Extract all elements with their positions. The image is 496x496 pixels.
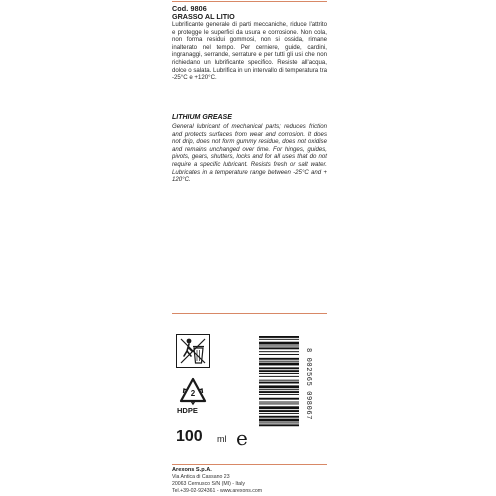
barcode-bar	[259, 394, 299, 395]
barcode-bar	[259, 382, 299, 384]
product-code: Cod. 9806	[172, 4, 207, 13]
waste-bin-icon	[176, 334, 210, 368]
company-contact: Tel.+39-02-924361 - www.arexons.com	[172, 488, 263, 494]
barcode-bar	[259, 367, 299, 369]
barcode-bar	[259, 361, 299, 362]
barcode-bar	[259, 410, 299, 412]
barcode-bar	[259, 342, 299, 345]
barcode-bar	[259, 419, 299, 422]
barcode-bar	[259, 422, 299, 423]
english-description: General lubricant of mechanical parts; reduces friction and protects surfaces from wear and corrosion. It does not drip, does not form gummy residue, does not oxidise and remains unchanged over time. For hinges, guides, pivots, gears, shutters, locks and for all uses that do not require a specific lubricant. Resists fresh or salt water. Lubricates in a temperature range between -25°C and + 120°C.	[172, 123, 327, 184]
italian-description: Lubrificante generale di parti meccaniche, riduce l'attrito e protegge le superfici da usura e corrosione. Non cola, non forma residui gommosi, non si ossida, rimane inalterato nel tempo. Per cerniere, guide, cardini, ingranaggi, serrande, serrature e per tutti gli usi che non richiedano un lubrificante specifico. Resiste all'acqua, dolce o salata. Lubrifica in un intervallo di temperatura tra -25°C e +120°C.	[172, 21, 327, 82]
barcode-bar	[259, 376, 299, 377]
bottom-rule	[172, 464, 327, 465]
barcode-bar	[259, 347, 299, 349]
barcode-bar	[259, 424, 299, 426]
company-address-1: Via Antica di Cassano 23	[172, 474, 230, 480]
top-rule	[172, 1, 327, 2]
italian-title: GRASSO AL LITIO	[172, 12, 235, 21]
barcode-digits: 8 002565 098067	[304, 348, 312, 421]
barcode-bar	[259, 346, 299, 347]
barcode-bar	[259, 391, 299, 393]
barcode-bar	[259, 403, 299, 404]
barcode-bar	[259, 398, 299, 400]
estimated-mark: e	[236, 426, 248, 450]
product-label	[172, 0, 327, 496]
barcode-bar	[259, 380, 299, 381]
barcode-bar	[259, 413, 299, 414]
barcode-bar	[259, 354, 299, 355]
recycling-material: HDPE	[177, 406, 198, 415]
barcode-bar	[259, 363, 299, 366]
barcode-bar	[259, 402, 299, 403]
volume-amount: 100	[176, 428, 203, 445]
english-title: LITHIUM GREASE	[172, 114, 232, 121]
barcode-bar	[259, 416, 299, 418]
company-address-2: 20063 Cernusco S/N (MI) - Italy	[172, 481, 245, 487]
company-name: Arexons S.p.A.	[172, 467, 212, 473]
middle-rule	[172, 313, 327, 314]
barcode-bar	[259, 339, 299, 340]
barcode-bar	[259, 385, 299, 388]
barcode-bar	[259, 406, 299, 409]
barcode-bar	[259, 373, 299, 374]
barcode-bar	[259, 358, 299, 360]
barcode-bar	[259, 336, 299, 338]
volume-unit: ml	[217, 434, 227, 444]
barcode-bar	[259, 389, 299, 390]
barcode-icon	[259, 334, 327, 454]
recycling-number: 2	[190, 389, 196, 398]
barcode-bar	[259, 351, 299, 352]
barcode-bar	[259, 370, 299, 372]
